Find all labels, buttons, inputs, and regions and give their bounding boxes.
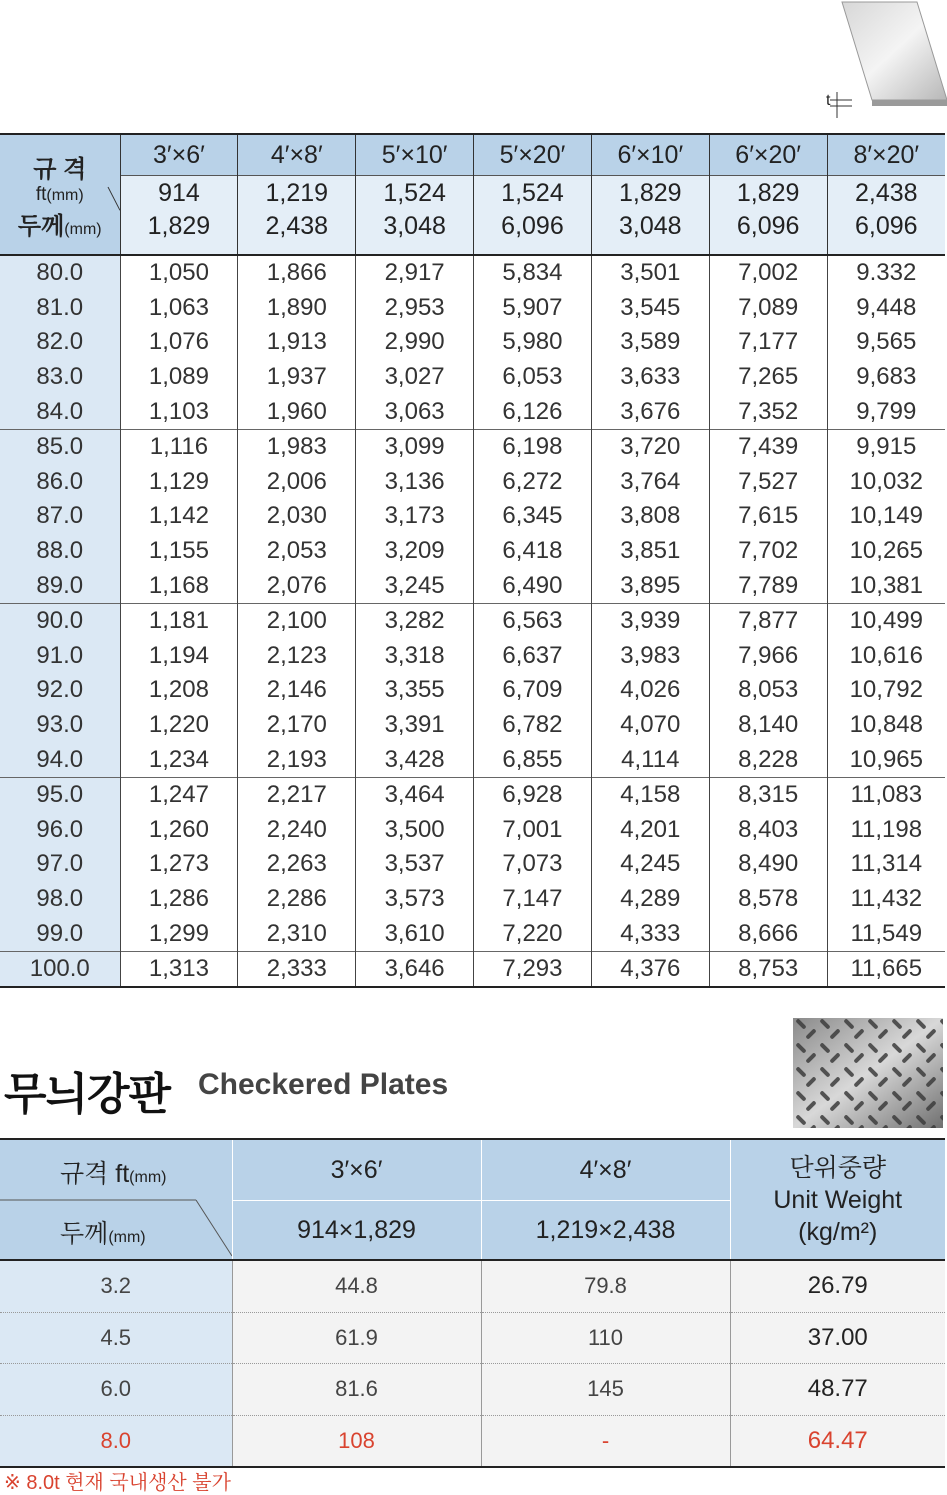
weight-cell: 8,490	[709, 847, 827, 882]
weight-cell: 2,263	[238, 847, 356, 882]
weight-cell: 8,140	[709, 708, 827, 743]
weight-cell: 1,983	[238, 429, 356, 464]
checkered-plate-table	[0, 1138, 945, 1468]
table-row	[0, 429, 945, 464]
weight-cell: 6,928	[474, 777, 592, 812]
unit-weight-cell: 26.79	[730, 1260, 945, 1312]
weight-cell: 3,027	[356, 360, 474, 395]
weight-cell: 1,234	[120, 742, 238, 777]
length-mm-3: 3,048	[356, 210, 474, 255]
weight-cell: 10,965	[827, 742, 945, 777]
weight-cell: 7,702	[709, 534, 827, 569]
size-ft-6: 6′×20′	[709, 134, 827, 176]
length-mm-4: 6,096	[474, 210, 592, 255]
weight-cell: 3,318	[356, 639, 474, 674]
width-mm-7: 2,438	[827, 176, 945, 211]
weight-cell: 5,907	[474, 291, 592, 326]
weight-cell: 8,578	[709, 882, 827, 917]
table-row	[0, 291, 945, 326]
weight-cell: 8,228	[709, 742, 827, 777]
thickness-cell: 93.0	[0, 708, 120, 743]
weight-cell: 1,208	[120, 673, 238, 708]
size-label: 규 격	[33, 155, 87, 183]
thickness-cell: 8.0	[0, 1415, 232, 1467]
weight-cell: 3,099	[356, 429, 474, 464]
weight-cell: 6,053	[474, 360, 592, 395]
thickness-header-label: 두께(mm)	[17, 212, 102, 240]
weight-cell: 3,391	[356, 708, 474, 743]
weight-cell: 11,549	[827, 916, 945, 951]
weight-cell: 10,032	[827, 465, 945, 500]
weight-cell: 8,753	[709, 951, 827, 987]
weight-cell: 1,220	[120, 708, 238, 743]
weight-cell: 2,170	[238, 708, 356, 743]
weight-cell: 10,149	[827, 499, 945, 534]
weight-cell: 1,155	[120, 534, 238, 569]
thickness-cell: 94.0	[0, 742, 120, 777]
thickness-cell: 86.0	[0, 465, 120, 500]
weight-cell: 108	[232, 1415, 481, 1467]
weight-cell: 3,500	[356, 813, 474, 848]
weight-cell: 10,265	[827, 534, 945, 569]
weight-cell: 1,194	[120, 639, 238, 674]
weight-cell: 11,198	[827, 813, 945, 848]
weight-cell: 8,315	[709, 777, 827, 812]
weight-cell: 6,637	[474, 639, 592, 674]
weight-cell: 8,053	[709, 673, 827, 708]
weight-cell: 7,147	[474, 882, 592, 917]
weight-cell: 3,720	[591, 429, 709, 464]
unit-weight-cell: 64.47	[730, 1415, 945, 1467]
checkered-size-ft-2: 4′×8′	[481, 1139, 730, 1201]
weight-cell: 4,201	[591, 813, 709, 848]
checkered-plate-icon	[793, 1018, 943, 1128]
weight-cell: 4,376	[591, 951, 709, 987]
table-row	[0, 847, 945, 882]
size-ft-2: 4′×8′	[238, 134, 356, 176]
weight-cell: 10,792	[827, 673, 945, 708]
weight-cell: 4,333	[591, 916, 709, 951]
weight-cell: 6,563	[474, 603, 592, 638]
width-mm-header-row	[0, 176, 945, 211]
section-subtitle: Checkered Plates	[198, 1068, 449, 1101]
thickness-cell: 95.0	[0, 777, 120, 812]
width-mm-2: 1,219	[238, 176, 356, 211]
width-mm-1: 914	[120, 176, 238, 211]
weight-cell: 2,286	[238, 882, 356, 917]
weight-cell: 2,146	[238, 673, 356, 708]
weight-cell: 4,245	[591, 847, 709, 882]
weight-cell: 1,890	[238, 291, 356, 326]
length-mm-5: 3,048	[591, 210, 709, 255]
weight-cell: 3,355	[356, 673, 474, 708]
weight-cell: 3,764	[591, 465, 709, 500]
width-mm-4: 1,524	[474, 176, 592, 211]
weight-cell: 4,114	[591, 742, 709, 777]
weight-cell: 9,799	[827, 394, 945, 429]
weight-cell: 4,289	[591, 882, 709, 917]
weight-cell: 3,063	[356, 394, 474, 429]
thickness-cell: 6.0	[0, 1364, 232, 1416]
thickness-cell: 92.0	[0, 673, 120, 708]
thickness-cell: 99.0	[0, 916, 120, 951]
weight-cell: 3,136	[356, 465, 474, 500]
weight-cell: 6,709	[474, 673, 592, 708]
weight-cell: 1,273	[120, 847, 238, 882]
weight-cell: 81.6	[232, 1364, 481, 1416]
table-row	[0, 813, 945, 848]
weight-cell: 3,428	[356, 742, 474, 777]
thickness-cell: 83.0	[0, 360, 120, 395]
weight-cell: 1,050	[120, 255, 238, 291]
weight-cell: 4,026	[591, 673, 709, 708]
section-title: 무늬강판	[4, 1070, 171, 1119]
thickness-cell: 87.0	[0, 499, 120, 534]
weight-cell: 7,001	[474, 813, 592, 848]
weight-cell: 3,610	[356, 916, 474, 951]
weight-cell: 3,589	[591, 325, 709, 360]
table-row	[0, 639, 945, 674]
weight-cell: 1,299	[120, 916, 238, 951]
weight-cell: 3,939	[591, 603, 709, 638]
thickness-cell: 4.5	[0, 1312, 232, 1364]
weight-cell: 11,083	[827, 777, 945, 812]
table-row	[0, 603, 945, 638]
table-row	[0, 951, 945, 987]
weight-cell: 3,537	[356, 847, 474, 882]
weight-cell: 3,573	[356, 882, 474, 917]
thickness-label: t	[826, 92, 831, 109]
weight-cell: 9.332	[827, 255, 945, 291]
weight-cell: 7,966	[709, 639, 827, 674]
table-row	[0, 325, 945, 360]
weight-cell: 3,983	[591, 639, 709, 674]
table-row	[0, 568, 945, 603]
weight-cell: 1,960	[238, 394, 356, 429]
weight-cell: 11,665	[827, 951, 945, 987]
table-row	[0, 1415, 945, 1467]
checkered-size-ft-1: 3′×6′	[232, 1139, 481, 1201]
weight-cell: 2,006	[238, 465, 356, 500]
table-row	[0, 499, 945, 534]
weight-cell: 1,103	[120, 394, 238, 429]
thickness-cell: 81.0	[0, 291, 120, 326]
weight-cell: 2,333	[238, 951, 356, 987]
thickness-cell: 98.0	[0, 882, 120, 917]
thickness-cell: 85.0	[0, 429, 120, 464]
thickness-cell: 89.0	[0, 568, 120, 603]
table-row	[0, 916, 945, 951]
weight-cell: 2,053	[238, 534, 356, 569]
weight-cell: 6,490	[474, 568, 592, 603]
weight-cell: 9,683	[827, 360, 945, 395]
thickness-cell: 100.0	[0, 951, 120, 987]
table-row	[0, 394, 945, 429]
weight-cell: 7,073	[474, 847, 592, 882]
length-mm-1: 1,829	[120, 210, 238, 255]
table-row	[0, 1312, 945, 1364]
table-row	[0, 777, 945, 812]
weight-cell: 3,282	[356, 603, 474, 638]
weight-cell: 2,193	[238, 742, 356, 777]
checkered-size-label: 규격 ft(mm)	[60, 1160, 167, 1188]
weight-cell: 4,070	[591, 708, 709, 743]
table-row	[0, 673, 945, 708]
weight-cell: 8,666	[709, 916, 827, 951]
weight-cell: 3,895	[591, 568, 709, 603]
header-label-cell	[0, 134, 120, 255]
weight-cell: 10,499	[827, 603, 945, 638]
weight-cell: 9,915	[827, 429, 945, 464]
weight-cell: 1,937	[238, 360, 356, 395]
table-row	[0, 255, 945, 291]
unit-weight-ko: 단위중량	[789, 1153, 887, 1182]
weight-cell: 1,181	[120, 603, 238, 638]
weight-cell: 11,314	[827, 847, 945, 882]
weight-cell: 3,633	[591, 360, 709, 395]
weight-cell: 7,527	[709, 465, 827, 500]
weight-cell: 2,030	[238, 499, 356, 534]
width-mm-6: 1,829	[709, 176, 827, 211]
weight-cell: 79.8	[481, 1260, 730, 1312]
weight-cell: 7,265	[709, 360, 827, 395]
weight-cell: 2,917	[356, 255, 474, 291]
weight-spec-table	[0, 133, 945, 988]
weight-cell: 4,158	[591, 777, 709, 812]
weight-cell: 2,076	[238, 568, 356, 603]
weight-cell: 7,089	[709, 291, 827, 326]
weight-cell: 1,247	[120, 777, 238, 812]
table-row	[0, 465, 945, 500]
weight-cell: 2,310	[238, 916, 356, 951]
weight-cell: 3,173	[356, 499, 474, 534]
checkered-size-mm-1: 914×1,829	[232, 1201, 481, 1261]
unit-weight-en: Unit Weight	[773, 1185, 903, 1214]
weight-cell: 3,808	[591, 499, 709, 534]
thickness-cell: 80.0	[0, 255, 120, 291]
size-ft-header-row	[0, 134, 945, 176]
table-row	[0, 708, 945, 743]
weight-cell: 6,855	[474, 742, 592, 777]
length-mm-2: 2,438	[238, 210, 356, 255]
weight-cell: 6,345	[474, 499, 592, 534]
weight-cell: 110	[481, 1312, 730, 1364]
weight-cell: 3,545	[591, 291, 709, 326]
weight-cell: 1,913	[238, 325, 356, 360]
size-ft-1: 3′×6′	[120, 134, 238, 176]
thickness-cell: 90.0	[0, 603, 120, 638]
weight-cell: 6,418	[474, 534, 592, 569]
weight-cell: 11,432	[827, 882, 945, 917]
table-row	[0, 882, 945, 917]
weight-cell: 7,002	[709, 255, 827, 291]
weight-cell: 2,217	[238, 777, 356, 812]
weight-cell: 1,129	[120, 465, 238, 500]
weight-cell: 61.9	[232, 1312, 481, 1364]
table-row	[0, 742, 945, 777]
weight-cell: 3,245	[356, 568, 474, 603]
unit-weight-cell: 48.77	[730, 1364, 945, 1416]
weight-cell: 2,123	[238, 639, 356, 674]
weight-cell: 2,100	[238, 603, 356, 638]
size-ft-7: 8′×20′	[827, 134, 945, 176]
weight-cell: 9,565	[827, 325, 945, 360]
checkered-thickness-label: 두께(mm)	[60, 1220, 146, 1248]
weight-cell: 1,866	[238, 255, 356, 291]
weight-cell: 8,403	[709, 813, 827, 848]
table-row	[0, 1260, 945, 1312]
weight-cell: 5,980	[474, 325, 592, 360]
weight-cell: 10,848	[827, 708, 945, 743]
weight-cell: 2,990	[356, 325, 474, 360]
weight-cell: 7,789	[709, 568, 827, 603]
weight-cell: 7,352	[709, 394, 827, 429]
thickness-cell: 97.0	[0, 847, 120, 882]
unit-weight-header	[730, 1139, 945, 1260]
weight-cell: 44.8	[232, 1260, 481, 1312]
weight-cell: -	[481, 1415, 730, 1467]
size-ft-3: 5′×10′	[356, 134, 474, 176]
weight-cell: 1,168	[120, 568, 238, 603]
weight-cell: 145	[481, 1364, 730, 1416]
weight-cell: 2,953	[356, 291, 474, 326]
length-mm-6: 6,096	[709, 210, 827, 255]
weight-cell: 9,448	[827, 291, 945, 326]
weight-cell: 3,676	[591, 394, 709, 429]
weight-cell: 6,272	[474, 465, 592, 500]
unit-weight-cell: 37.00	[730, 1312, 945, 1364]
thickness-cell: 3.2	[0, 1260, 232, 1312]
weight-cell: 1,286	[120, 882, 238, 917]
width-mm-3: 1,524	[356, 176, 474, 211]
weight-cell: 3,851	[591, 534, 709, 569]
weight-cell: 1,089	[120, 360, 238, 395]
weight-cell: 10,381	[827, 568, 945, 603]
weight-cell: 7,877	[709, 603, 827, 638]
weight-cell: 6,126	[474, 394, 592, 429]
thickness-cell: 82.0	[0, 325, 120, 360]
weight-cell: 3,646	[356, 951, 474, 987]
weight-cell: 1,142	[120, 499, 238, 534]
thickness-cell: 88.0	[0, 534, 120, 569]
unit-weight-unit: (kg/m²)	[798, 1217, 878, 1246]
weight-cell: 6,782	[474, 708, 592, 743]
table-row	[0, 360, 945, 395]
weight-cell: 1,313	[120, 951, 238, 987]
width-mm-5: 1,829	[591, 176, 709, 211]
steel-plate-icon	[812, 0, 947, 120]
weight-cell: 7,177	[709, 325, 827, 360]
table-row	[0, 1364, 945, 1416]
weight-cell: 3,501	[591, 255, 709, 291]
table-row	[0, 534, 945, 569]
weight-cell: 10,616	[827, 639, 945, 674]
thickness-cell: 91.0	[0, 639, 120, 674]
weight-cell: 1,076	[120, 325, 238, 360]
checkered-size-mm-2: 1,219×2,438	[481, 1201, 730, 1261]
weight-cell: 3,209	[356, 534, 474, 569]
weight-cell: 6,198	[474, 429, 592, 464]
size-ft-5: 6′×10′	[591, 134, 709, 176]
weight-cell: 3,464	[356, 777, 474, 812]
weight-cell: 7,220	[474, 916, 592, 951]
size-ft-4: 5′×20′	[474, 134, 592, 176]
unit-label: ft(mm)	[35, 183, 84, 205]
weight-cell: 5,834	[474, 255, 592, 291]
weight-cell: 1,063	[120, 291, 238, 326]
length-mm-7: 6,096	[827, 210, 945, 255]
weight-cell: 7,615	[709, 499, 827, 534]
length-mm-header-row	[0, 210, 945, 255]
weight-cell: 1,260	[120, 813, 238, 848]
thickness-cell: 96.0	[0, 813, 120, 848]
weight-cell: 7,439	[709, 429, 827, 464]
thickness-cell: 84.0	[0, 394, 120, 429]
weight-cell: 7,293	[474, 951, 592, 987]
weight-cell: 2,240	[238, 813, 356, 848]
checkered-header-row-1	[0, 1139, 945, 1201]
production-note: ※ 8.0t 현재 국내생산 불가	[4, 1472, 231, 1494]
checkered-header-label-cell	[0, 1139, 232, 1260]
weight-cell: 1,116	[120, 429, 238, 464]
